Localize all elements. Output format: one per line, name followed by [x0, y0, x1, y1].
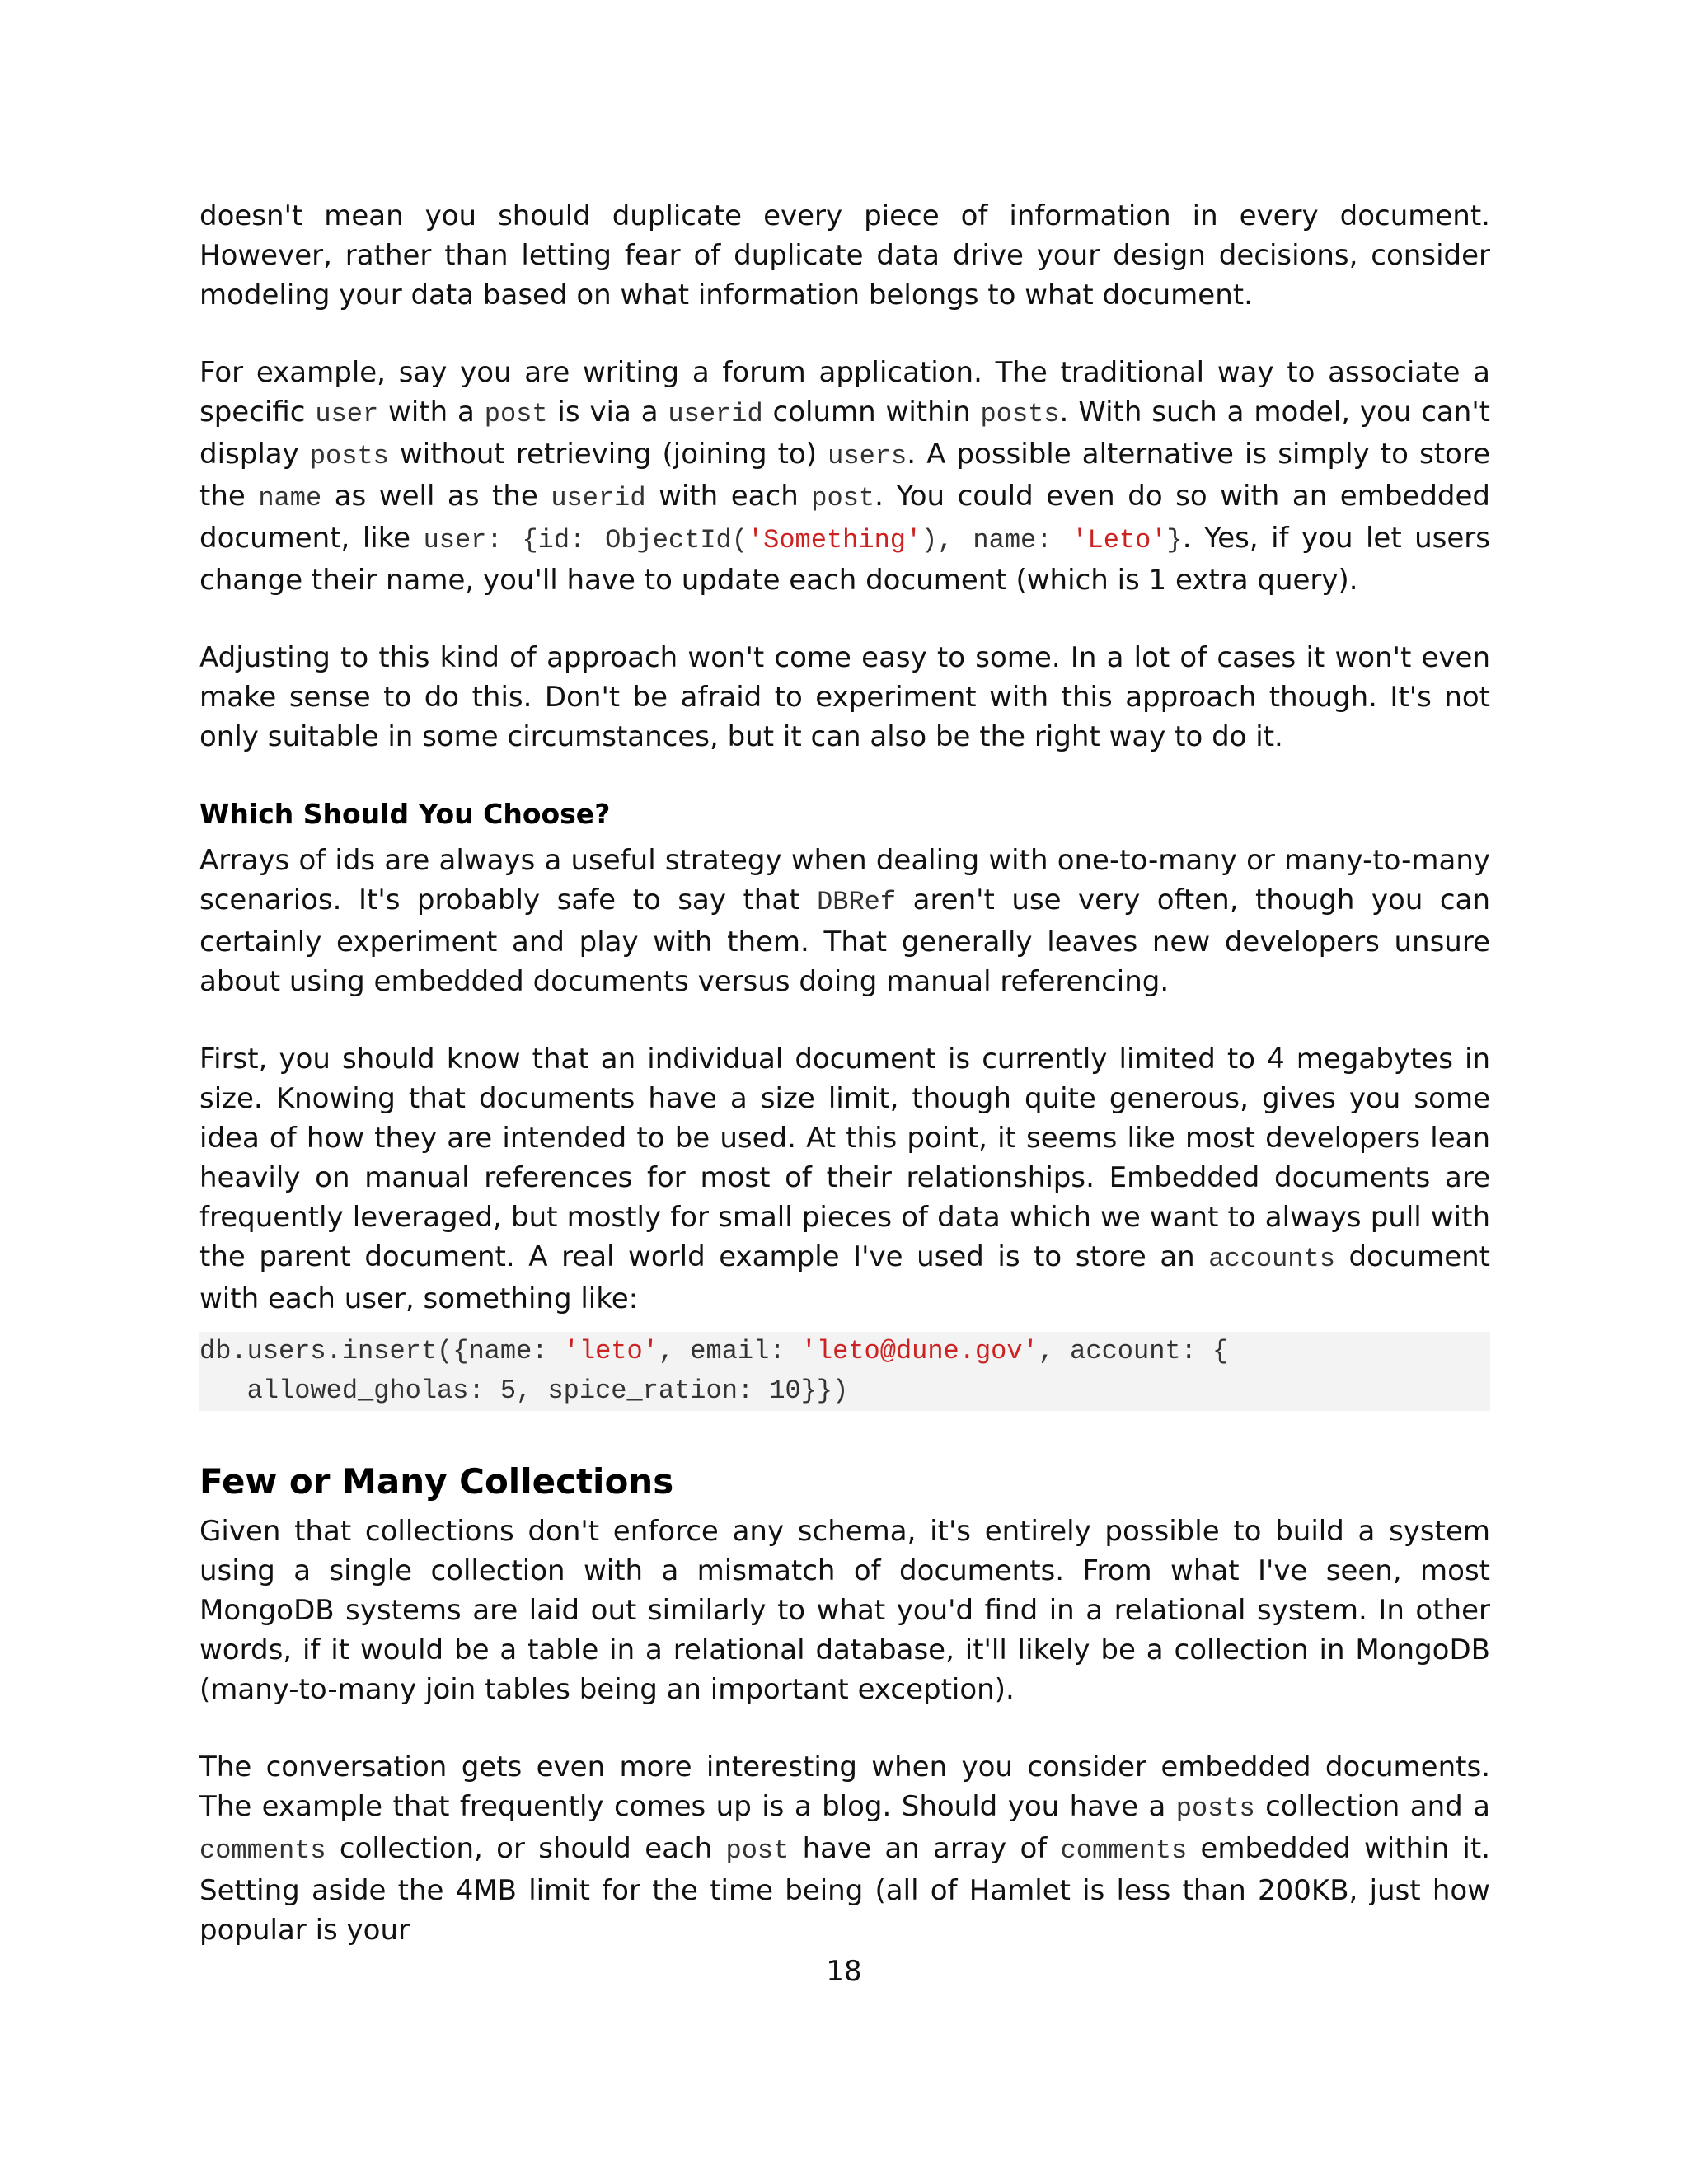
inline-code: accounts — [1208, 1244, 1335, 1274]
text: as well as the — [321, 480, 551, 513]
text: For example, say you are writing a forum application. The traditional way to associate a specific — [199, 356, 1490, 429]
text: First, you should know that an individual document is currently limited to 4 megabytes in size. Knowing that documents have a size limit, though quite generous, gives you some idea of how they are intended to be used. At this point, it seems like most developers lean heavily on manual references for most of their relationships. Embedded documents are frequently leveraged, but mostly for small pieces of data which we want to always pull with the parent document. A real world example I've used is to store an — [199, 1043, 1490, 1273]
text: column within — [762, 396, 981, 429]
paragraph-collections-schema — [199, 1511, 1490, 1709]
text: Given that collections don't enforce any schema, it's entirely possible to build a system using a single collection with a mismatch of documents. From what I've seen, most MongoDB systems are laid out similarly to what you'd find in a relational system. In other words, if it would be a table in a relational database, it'll likely be a collection in MongoDB (many-to-many join tables being an important exception). — [199, 1515, 1490, 1706]
section-title: Few or Many Collections — [199, 1461, 674, 1502]
code-string: 'leto' — [563, 1336, 659, 1366]
paragraph-conversation — [199, 1747, 1490, 1950]
inline-code: } — [1166, 525, 1183, 555]
inline-code-string: 'Something' — [747, 525, 922, 555]
code-block — [199, 1332, 1490, 1411]
inline-code: comments — [1060, 1835, 1188, 1866]
paragraph-duplicate-data — [199, 196, 1490, 315]
inline-code: post — [484, 399, 548, 429]
text: . Yes, if you let users change their name, you'll have to update each document (which is 1 extra query). — [199, 522, 1490, 597]
text: without retrieving (joining to) — [388, 438, 828, 471]
text: is via a — [547, 396, 668, 429]
inline-code: DBRef — [817, 887, 897, 917]
inline-code: post — [811, 483, 875, 513]
inline-code-string: 'Leto' — [1071, 525, 1167, 555]
inline-code: posts — [1175, 1793, 1255, 1824]
text: embedded within it. Setting aside the 4MB limit for the time being (all of Hamlet is less than 200KB, just how popular is your — [199, 1832, 1491, 1947]
text: document with each user, something like: — [199, 1240, 1491, 1315]
inline-code: posts — [309, 441, 389, 471]
code-text: , account: { — [1038, 1336, 1229, 1366]
inline-code: ), name: — [921, 525, 1072, 555]
text: collection, or should each — [326, 1832, 726, 1865]
text: with each — [645, 480, 812, 513]
text: . A possible alternative is simply to store the — [199, 438, 1490, 513]
inline-code: posts — [980, 399, 1060, 429]
text: The conversation gets even more interesting when you consider embedded documents. The example that frequently comes up is a blog. Should you have a — [199, 1750, 1490, 1823]
text: doesn't mean you should duplicate every piece of information in every document. However, rather than letting fear of duplicate data drive your design decisions, consider modeling your data based on what information belongs to what document. — [199, 199, 1490, 312]
inline-code: name — [258, 483, 322, 513]
inline-code: users — [828, 441, 907, 471]
code-text: allowed_gholas: 5, spice_ration: 10}}) — [199, 1376, 849, 1406]
text: collection and a — [1254, 1790, 1490, 1823]
text: have an array of — [789, 1832, 1061, 1865]
text: Adjusting to this kind of approach won't come easy to some. In a lot of cases it won't even make sense to do this. Don't be afraid to experiment with this approach though. It's not only suitable in some circumstances, but it can also be the right way to do it. — [199, 641, 1490, 753]
inline-code: post — [725, 1835, 790, 1866]
page-number: 18 — [826, 1955, 862, 1988]
inline-code: userid — [551, 483, 646, 513]
text: . You could even do so with an embedded document, like — [199, 480, 1490, 555]
inline-code: user — [315, 399, 379, 429]
text: Arrays of ids are always a useful strategy when dealing with one-to-many or many-to-many scenarios. It's probably safe to say that — [199, 844, 1490, 916]
document-page — [199, 196, 1490, 1988]
text: with a — [378, 396, 485, 429]
paragraph-forum-example — [199, 353, 1490, 600]
paragraph-document-size — [199, 1039, 1490, 1319]
inline-code: userid — [668, 399, 763, 429]
text: . With such a model, you can't display — [199, 396, 1490, 471]
code-string: 'leto@dune.gov' — [800, 1336, 1039, 1366]
inline-code: user: {id: ObjectId( — [423, 525, 748, 555]
subheading-which-should-you-choose: Which Should You Choose? — [199, 798, 611, 830]
paragraph-arrays-of-ids — [199, 841, 1490, 1001]
inline-code: comments — [199, 1835, 326, 1866]
code-text: db.users.insert({name: — [199, 1336, 564, 1366]
paragraph-adjusting — [199, 638, 1490, 757]
code-text: , email: — [658, 1336, 801, 1366]
text: aren't use very often, though you can certainly experiment and play with them. That generally leaves new developers unsure about using embedded documents versus doing manual referencing. — [199, 883, 1491, 998]
